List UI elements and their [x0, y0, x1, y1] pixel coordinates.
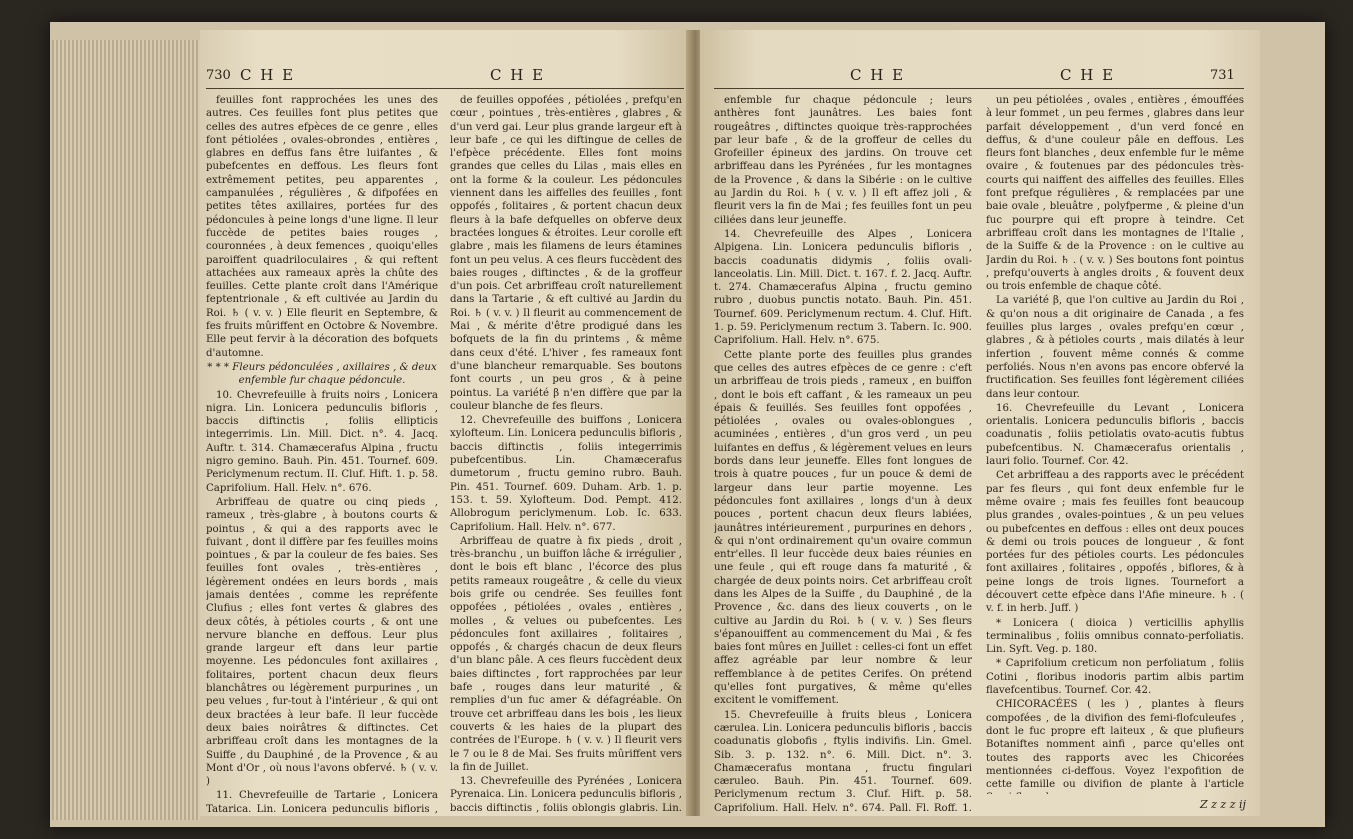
left-page-number: 730: [206, 68, 231, 83]
header-rule: [714, 88, 1244, 89]
paragraph: * Caprifolium creticum non perfoliatum , foliis Cotini , floribus inodoris partim albis partim flavefcentibus. Tournef. Cor. 42.: [986, 658, 1244, 697]
right-page-header-left: C H E: [850, 66, 906, 84]
paragraph: un peu pétiolées , ovales , entières , émouffées à leur fommet , un peu fermes , glabres dans leur parfait développement , d'un verd foncé en deffus, & d'une couleur pâle en deffous. Les fleurs font blanches , deux enfemble fur le même ovaire , & foutenues par des pédoncules très-courts qui naiffent des aiffelles des feuilles. Elles font prefque régulières , & remplacées par une baie ovale , bleuâtre , polyfperme , & pleine d'un fuc pourpre qui eft propre à teindre. Cet arbriffeau croît dans les montagnes de l'Italie , de la Suiffe & de la Provence : on le cultive au Jardin du Roi. ♄ . ( v. v. ) Ses boutons font pointus , prefqu'ouverts à angles droits , & fouvent deux ou trois enfemble de chaque côté.: [986, 95, 1244, 293]
paragraph: Cette plante porte des feuilles plus grandes que celles des autres efpèces de ce genre : c'eft un arbriffeau de trois pieds , rameux , en buiffon , dont le bois eft caffant , & les rameaux un peu épais & feuillés. Ses feuilles font oppofées , pétiolées , ovales ou ovales-oblongues , acuminées , entières , d'un gros verd , un peu luifantes en deffus , & légèrement velues en leurs bords dans leur jeuneffe. Elles font longues de trois à quatre pouces , fur un pouce & demi de largeur dans leur partie moyenne. Les pédoncules font axillaires , longs d'un à deux pouces , portent chacun deux fleurs labiées, jaunâtres intérieurement , purpurines en dehors , & qui n'ont ordinairement qu'un ovaire commun entr'elles. Il leur fuccède deux baies réunies en une feule , qui eft rouge dans fa maturité , & chargée de deux points noirs. Cet arbriffeau croît dans les Alpes de la Suiffe , du Dauphiné , de la Provence , &c. dans des lieux couverts , on le cultive au Jardin du Roi. ♄ ( v. v. ) Ses fleurs s'épanouiffent au commencement du Mai , & fes baies font mûres en Juillet : celles-ci font un effet affez agréable par leur nombre & leur reffemblance à de petites Cerifes. On prétend qu'elles font purgatives, & même qu'elles excitent le vomiffement.: [714, 349, 972, 707]
left-page-column-1: [206, 94, 438, 814]
right-page-number: 731: [1210, 68, 1235, 83]
paragraph: Cet arbriffeau a des rapports avec le précédent par fes fleurs , qui font deux enfemble fur le même ovaire ; mais fes feuilles font beaucoup plus grandes , ovales-pointues , & un peu velues ou pubefcentes en deffous : elles ont deux pouces & demi ou trois pouces de longueur , & font portées fur des pétioles courts. Les pédoncules font axillaires , folitaires , oppofés , biflores, & à peine longs de trois lignes. Tournefort a découvert cette efpèce dans l'Afie mineure. ♄ . ( v. f. in herb. Juff. ): [986, 470, 1244, 615]
right-page-column-2: [986, 94, 1244, 794]
signature-mark: Z z z z ij: [1200, 798, 1246, 811]
left-page-header-right: C H E: [490, 66, 546, 84]
paragraph: de feuilles oppofées , pétiolées , prefqu'en cœur , pointues , très-entières , glabres , & d'un verd gai. Leur plus grande largeur eft à leur bafe , ce qui les diftingue de celles de l'efpèce précédente. Elles font moins grandes que celles du Lilas , mais elles en ont la forme & la couleur. Les pédoncules viennent dans les aiffelles des feuilles , font oppofés , folitaires , & portent chacun deux fleurs à la bafe defquelles on obferve deux bractées longues & étroites. Leur corolle eft glabre , mais les filamens de leurs étamines font un peu velus. A ces fleurs fuccèdent des baies rouges , diftinctes , & de la groffeur d'un pois. Cet arbriffeau croît naturellement dans la Tartarie , & eft cultivé au Jardin du Roi. ♄ ( v. v. ) Il fleurit au commencement de Mai , & mérite d'être prodigué dans les bofquets de la fin du printems , & même dans ceux d'été. L'hiver , fes rameaux font d'une blancheur remarquable. Ses boutons font courts , un peu gros , & à peine pointus. La variété β n'en diffère que par la couleur blanche de fes fleurs.: [450, 95, 682, 412]
right-page: [700, 30, 1260, 816]
paragraph: La variété β, que l'on cultive au Jardin du Roi , & qu'on nous a dit originaire de Canada , a fes feuilles plus larges , ovales prefqu'en cœur , glabres , & à pétioles courts , mais dilatés à leur infertion , fouvent même connés & comme perfoliés. Nous n'en avons pas encore obfervé la fructification. Ses feuilles font légèrement ciliées dans leur contour.: [986, 295, 1244, 400]
header-rule: [206, 88, 684, 89]
paragraph: 11. Chevrefeuille de Tartarie , Lonicera Tatarica. Lin. Lonicera pedunculis bifloris ,: [206, 790, 438, 814]
paragraph: 10. Chevrefeuille à fruits noirs , Lonicera nigra. Lin. Lonicera pedunculis bifloris , baccis diftinctis , foliis ellipticis integerrimis. Lin. Mill. Dict. n°. 4. Jacq. Auftr. t. 314. Chamæcerafus Alpina , fructu nigro gemino. Bauh. Pin. 451. Tournef. 609. Periclymenum rectum. II. Cluf. Hift. 1. p. 58. Caprifolium. Hall. Helv. n°. 676.: [206, 389, 438, 494]
paragraph: 15. Chevrefeuille à fruits bleus , Lonicera cærulea. Lin. Lonicera pedunculis bifloris , baccis coadunatis globofis , ftylis indivifis. Lin. Gmel. Sib. 3. p. 132. n°. 6. Mill. Dict. n°. 3. Chamæcerafus montana , fructu fingulari cæruleo. Bauh. Pin. 451. Tournef. 609. Periclymenum rectum 3. Cluf. Hift. p. 58. Caprifolium. Hall. Helv. n°. 674. Pall. Fl. Roff. 1.: [714, 709, 972, 814]
page-edges: [52, 40, 200, 820]
paragraph: 14. Chevrefeuille des Alpes , Lonicera Alpigena. Lin. Lonicera pedunculis bifloris , baccis coadunatis didymis , foliis ovali-lanceolatis. Lin. Mill. Dict. t. 167. f. 2. Jacq. Auftr. t. 274. Chamæcerafus Alpina , fructu gemino rubro , duobus punctis notato. Bauh. Pin. 451. Tournef. 609. Periclymenum rectum. 4. Cluf. Hift. 1. p. 59. Periclymenum rectum 3. Tabern. Ic. 900. Caprifolium. Hall. Helv. n°. 675.: [714, 228, 972, 347]
paragraph: 13. Chevrefeuille des Pyrénées , Lonicera Pyrenaica. Lin. Lonicera pedunculis bifloris , baccis diftinctis , foliis oblongis glabris. Lin.: [450, 776, 682, 814]
paragraph: Arbriffeau de quatre ou cinq pieds , rameux , très-glabre , à boutons courts & pointus , & qui a des rapports avec le fuivant , dont il diffère par fes feuilles moins pointues , & par la couleur de fes baies. Ses feuilles font ovales , très-entières , légèrement ondées en leurs bords , mais jamais dentées , comme les repréfente Clufius ; elles font vertes & glabres des deux côtés, à pétioles courts , & ont une nervure blanche en deffous. Leur plus grande largeur eft dans leur partie moyenne. Les pédoncules font axillaires , folitaires, portent chacun deux fleurs blanchâtres ou légèrement purpurines , un peu velues , fur-tout à l'intérieur , & qui ont deux bractées à leur bafe. Il leur fuccède deux baies noirâtres & diftinctes. Cet arbriffeau croît dans les montagnes de la Suiffe , du Dauphiné , de la Provence , & au Mont d'Or , où nous l'avons obfervé. ♄ ( v. v. ): [206, 496, 438, 788]
left-page-column-2: [450, 94, 682, 814]
paragraph: Arbriffeau de quatre à fix pieds , droit , très-branchu , un buiffon lâche & irrégulier , dont le bois eft blanc , l'écorce des plus petits rameaux rougeâtre , & celle du vieux bois grife ou cendrée. Ses feuilles font oppofées , pétiolées , ovales , entières , molles , & velues ou pubefcentes. Les pédoncules font axillaires , folitaires , oppofés , & chargés chacun de deux fleurs d'un blanc pâle. A ces fleurs fuccèdent deux baies diftinctes , fort rapprochées par leur bafe , rouges dans leur maturité , & remplies d'un fuc amer & défagréable. On trouve cet arbriffeau dans les bois , les lieux couverts & les haies de la plupart des contrées de l'Europe. ♄ ( v. v. ) Il fleurit vers le 7 ou le 8 de Mai. Ses fruits mûriffent vers la fin de Juillet.: [450, 535, 682, 773]
paragraph: 12. Chevrefeuille des buiffons , Lonicera xylofteum. Lin. Lonicera pedunculis bifloris , baccis diftinctis , foliis integerrimis pubefcentibus. Lin. Chamæcerafus dumetorum , fructu gemino rubro. Bauh. Pin. 451. Tournef. 609. Duham. Arb. 1. p. 153. t. 59. Xylofteum. Dod. Pempt. 412. Allobrogum periclymenum. Lob. Ic. 633. Caprifolium. Hall. Helv. n°. 677.: [450, 415, 682, 533]
left-page-header-left: C H E: [240, 66, 296, 84]
paragraph: 16. Chevrefeuille du Levant , Lonicera orientalis. Lonicera pedunculis bifloris , baccis coadunatis , foliis petiolatis ovato-acutis fubtus pubefcentibus. N. Chamæcerafus orientalis , lauri folio. Tournef. Cor. 42.: [986, 402, 1244, 468]
paragraph: * Lonicera ( dioica ) verticillis aphyllis terminalibus , foliis omnibus connato-perfoliatis. Lin. Syft. Veg. p. 180.: [986, 617, 1244, 656]
paragraph: feuilles font rapprochées les unes des autres. Ces feuilles font plus petites que celles des autres efpèces de ce genre , elles font pétiolées , ovales-obrondes , entières , glabres en deffus fans être luifantes , & pubefcentes en deffous. Les fleurs font extrêmement petites, peu apparentes , campanulées , régulières , & difpofées en petites têtes axillaires, portées fur des pédoncules à peine longs d'une ligne. Il leur fuccède de petites baies rouges , couronnées , à deux femences , quoiqu'elles paroiffent quadriloculaires , & qui reftent attachées aux rameaux après la chûte des feuilles. Cette plante croît dans l'Amérique feptentrionale , & eft cultivée au Jardin du Roi. ♄ ( v. v. ) Elle fleurit en Septembre, & fes fruits mûriffent en Octobre & Novembre. Elle peut fervir à la décoration des bofquets d'automne.: [206, 95, 438, 359]
left-page: [200, 30, 690, 816]
right-page-column-1: [714, 94, 972, 814]
paragraph: enfemble fur chaque pédoncule ; leurs anthères font jaunâtres. Les baies font rougeâtres , diftinctes quoique très-rapprochées par leur bafe , & de la groffeur de celles du Grofeiller épineux des jardins. On trouve cet arbriffeau dans les Pyrénées , fur les montagnes de la Provence , & dans la Sibérie : on le cultive au Jardin du Roi. ♄ ( v. v. ) Il eft affez joli , & fleurit vers la fin de Mai ; fes feuilles font un peu ciliées dans leur jeuneffe.: [714, 95, 972, 226]
right-page-header-right: C H E: [1060, 66, 1116, 84]
section-heading: * * * Fleurs pédonculées , axillaires , & deux enfemble fur chaque pédoncule.: [207, 361, 437, 387]
paragraph: CHICORACÉES ( les ) , plantes à fleurs compofées , de la divifion des femi-flofculeufes , dont le fuc propre eft laiteux , & que plufieurs Botaniftes nomment ainfi , parce qu'elles ont toutes des rapports avec les Chicorées mentionnées ci-deffous. Voyez l'expofition de cette famille ou divifion de plante à l'article: [986, 699, 1244, 791]
